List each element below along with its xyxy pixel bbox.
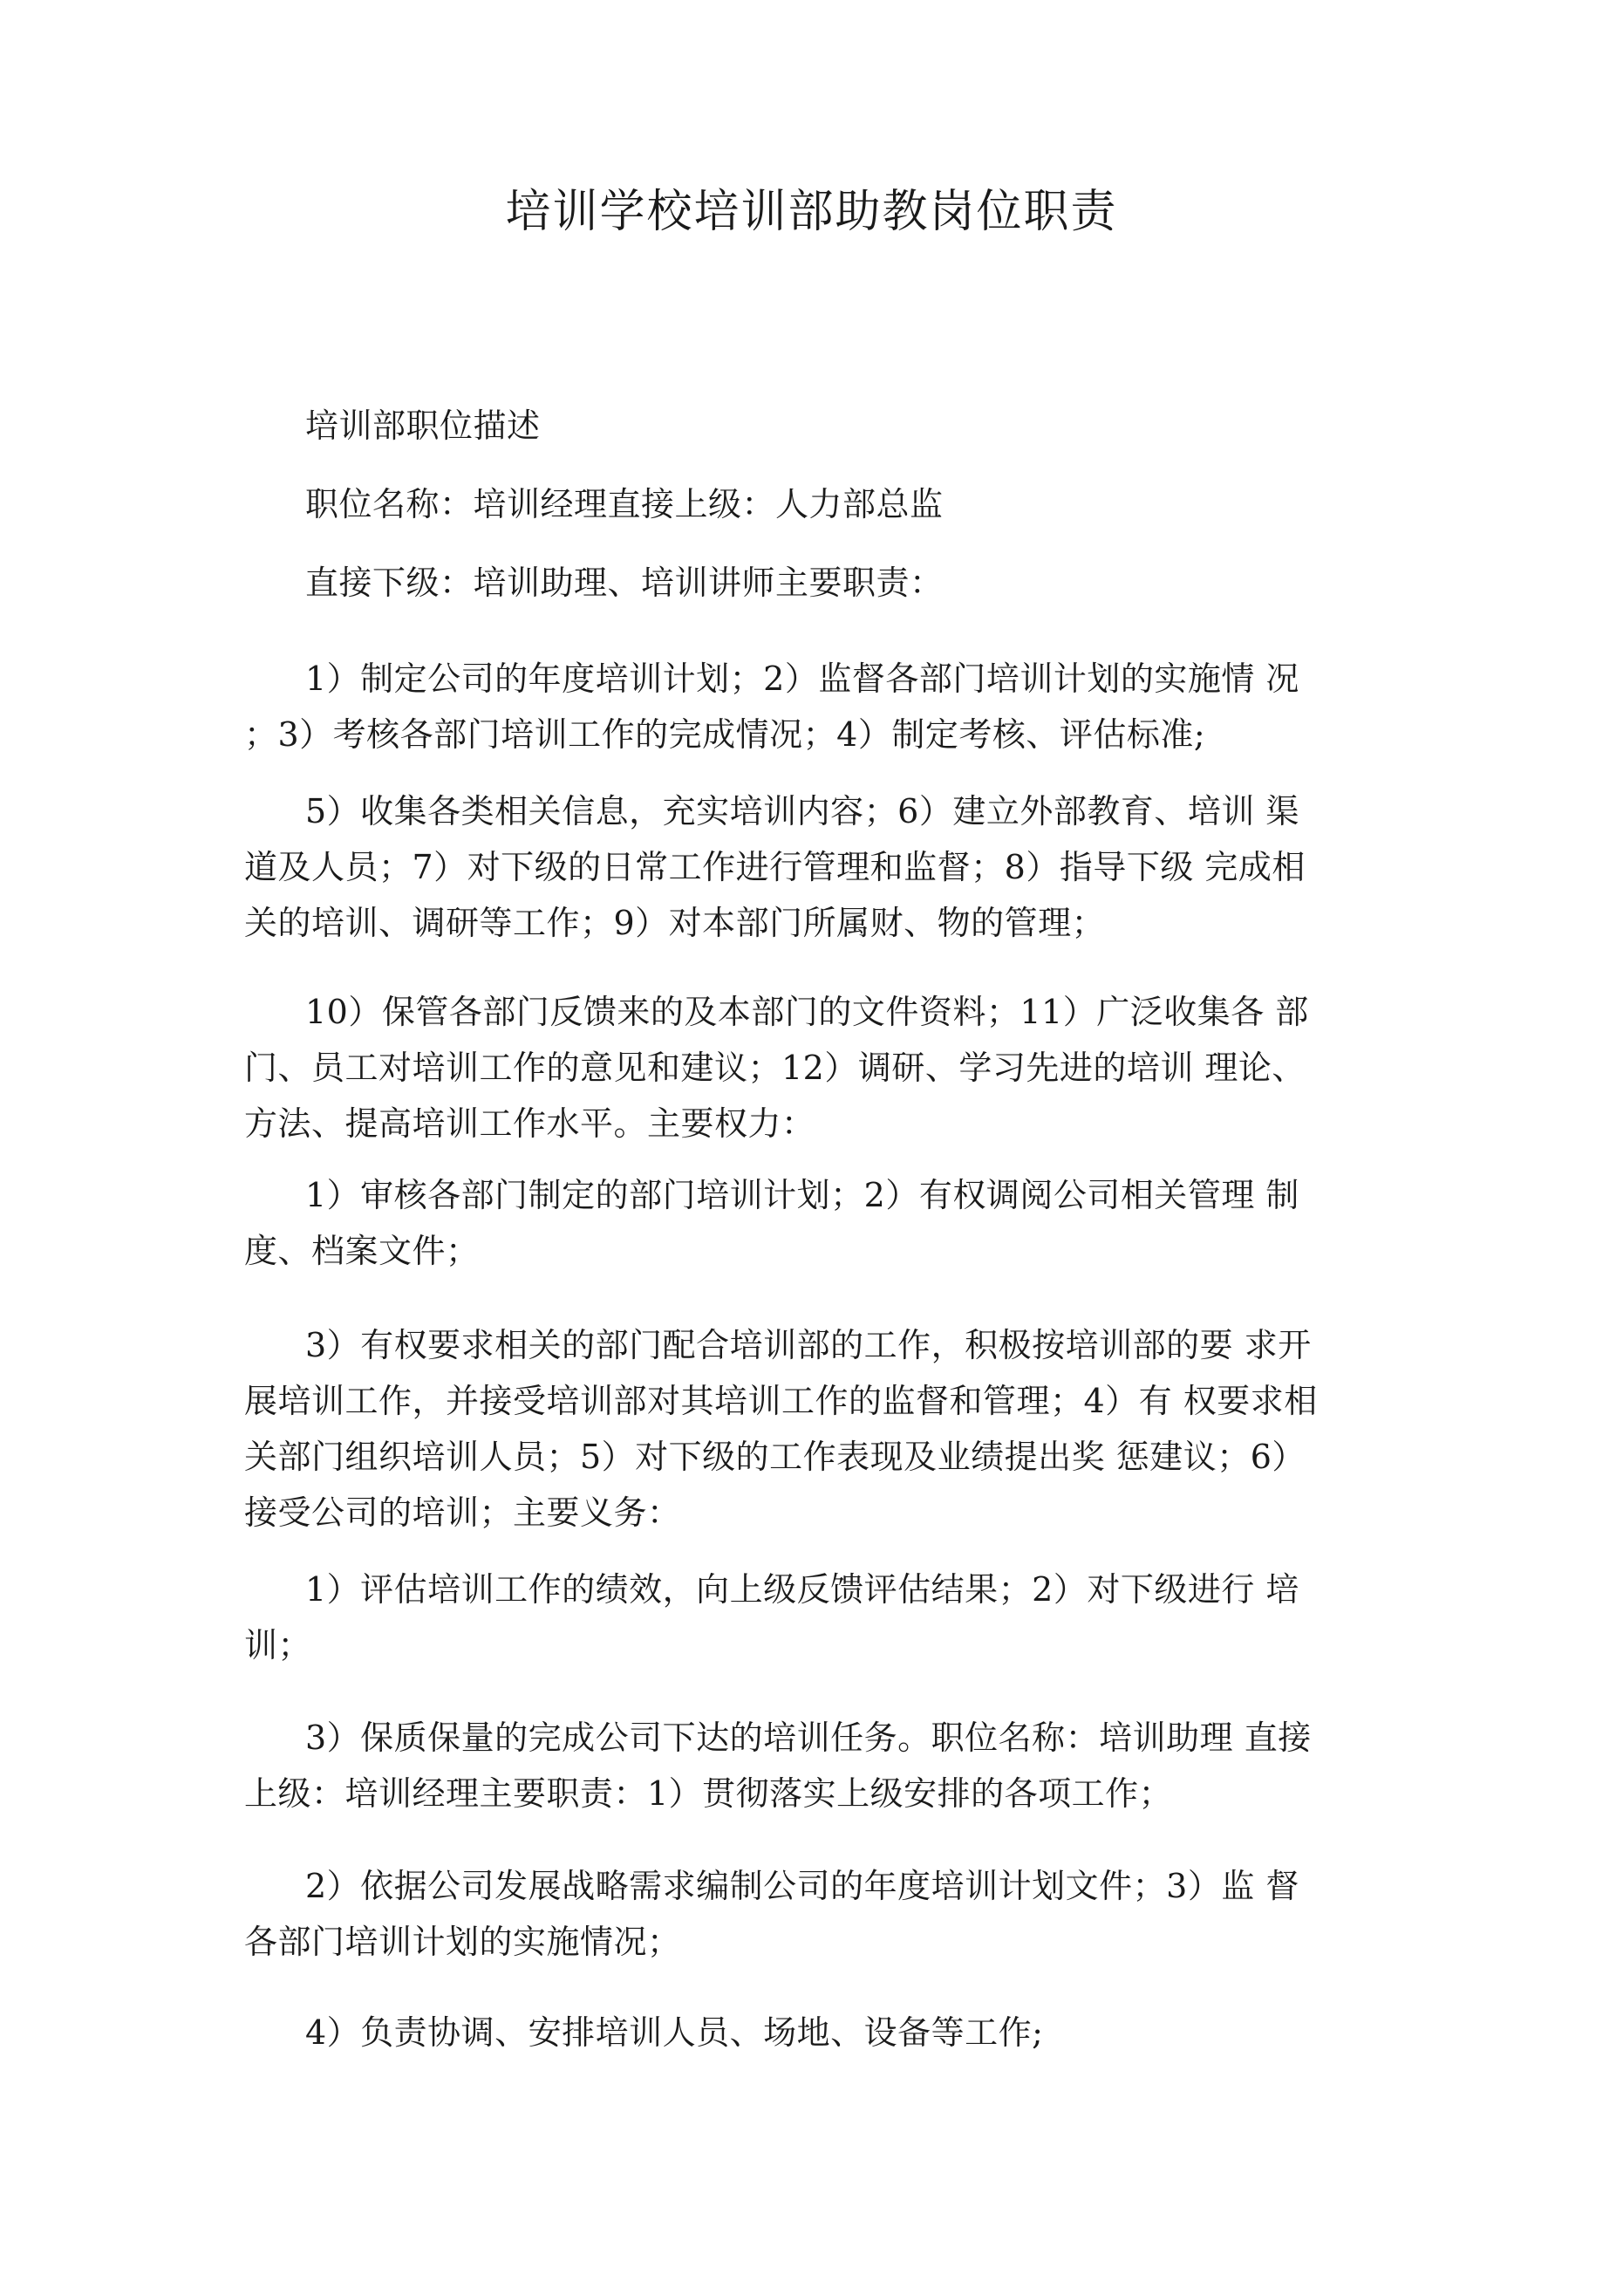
paragraph-10 (244, 1710, 1395, 1821)
paragraph-8 (244, 1317, 1395, 1541)
paragraph-6 (244, 984, 1395, 1151)
paragraph-line: 门、员工对培训工作的意见和建议；12）调研、学习先进的培训 理论、 (244, 1049, 1306, 1087)
paragraph-line: ；3）考核各部门培训工作的完成情况；4）制定考核、评估标准; (244, 715, 1206, 754)
paragraph-line: 接受公司的培训；主要义务： (244, 1493, 681, 1532)
paragraph-line: 3）保质保量的完成公司下达的培训任务。职位名称：培训助理 直接 (305, 1719, 1312, 1757)
paragraph-line: 职位名称：培训经理直接上级：人力部总监 (305, 485, 944, 523)
paragraph-line: 2）依据公司发展战略需求编制公司的年度培训计划文件；3）监 督 (305, 1867, 1299, 1905)
paragraph-line: 各部门培训计划的实施情况； (244, 1923, 681, 1961)
paragraph-line: 道及人员；7）对下级的日常工作进行管理和监督；8）指导下级 完成相 (244, 848, 1306, 886)
paragraph-line: 1）制定公司的年度培训计划；2）监督各部门培训计划的实施情 况 (305, 659, 1299, 698)
paragraph-5 (244, 783, 1395, 951)
paragraph-2 (244, 476, 1395, 532)
paragraph-4 (244, 651, 1395, 762)
paragraph-line: 展培训工作，并接受培训部对其培训工作的监督和管理；4）有 权要求相 (244, 1382, 1318, 1420)
paragraph-line: 关部门组织培训人员；5）对下级的工作表现及业绩提出奖 惩建议；6） (244, 1438, 1306, 1476)
paragraph-3 (244, 555, 1395, 611)
paragraph-line: 培训部职位描述 (305, 407, 541, 445)
paragraph-line: 上级：培训经理主要职责：1）贯彻落实上级安排的各项工作； (244, 1774, 1173, 1813)
paragraph-line: 方法、提高培训工作水平。主要权力： (244, 1104, 815, 1143)
paragraph-9 (244, 1561, 1395, 1673)
paragraph-line: 训； (244, 1626, 312, 1664)
document-title: 培训学校培训部助教岗位职责 (505, 186, 1118, 238)
paragraph-12 (244, 2005, 1395, 2060)
paragraph-line: 度、档案文件； (244, 1232, 480, 1270)
paragraph-line: 1）评估培训工作的绩效，向上级反馈评估结果；2）对下级进行 培 (305, 1570, 1299, 1609)
paragraph-7 (244, 1167, 1395, 1279)
paragraph-line: 1）审核各部门制定的部门培训计划；2）有权调阅公司相关管理 制 (305, 1176, 1299, 1214)
paragraph-line: 10）保管各部门反馈来的及本部门的文件资料；11）广泛收集各 部 (305, 993, 1309, 1031)
paragraph-1 (244, 398, 1395, 454)
paragraph-line: 5）收集各类相关信息，充实培训内容；6）建立外部教育、培训 渠 (305, 792, 1299, 830)
paragraph-line: 关的培训、调研等工作；9）对本部门所属财、物的管理； (244, 904, 1106, 942)
paragraph-line: 3）有权要求相关的部门配合培训部的工作，积极按培训部的要 求开 (305, 1326, 1312, 1364)
paragraph-line: 4）负责协调、安排培训人员、场地、设备等工作; (305, 2013, 1044, 2052)
paragraph-11 (244, 1858, 1395, 1970)
paragraph-line: 直接下级：培训助理、培训讲师主要职责： (305, 564, 944, 602)
